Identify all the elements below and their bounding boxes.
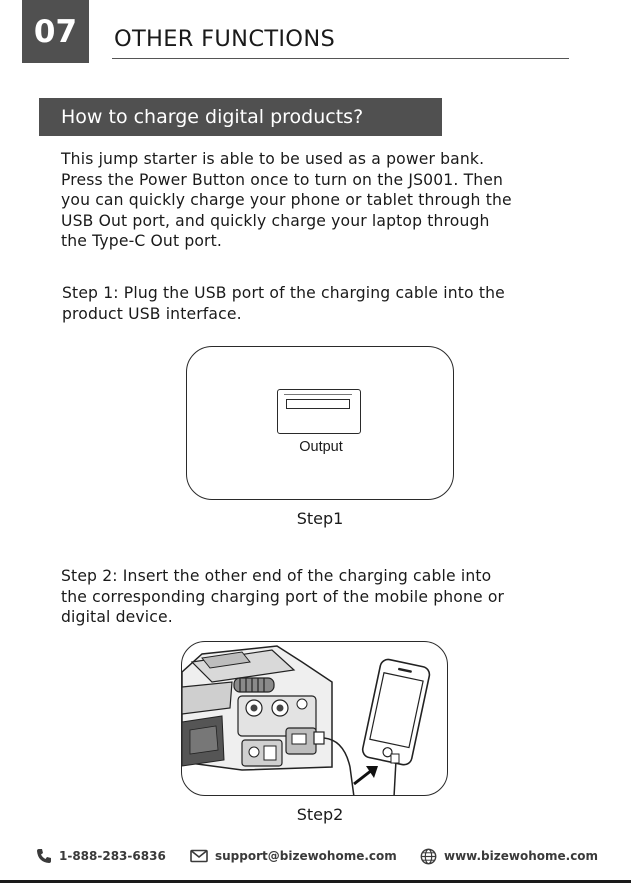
step2-line: the corresponding charging port of the mobile phone or — [61, 587, 505, 606]
title-underline — [112, 58, 569, 59]
footer-phone — [36, 845, 166, 867]
intro-line: you can quickly charge your phone or tablet through the — [61, 191, 512, 209]
page-number-badge: 07 — [22, 0, 89, 63]
section-title: OTHER FUNCTIONS — [114, 26, 336, 52]
usb-output-illustration — [186, 346, 454, 500]
step1-line: Step 1: Plug the USB port of the charging cable into the — [62, 284, 505, 302]
envelope-icon — [190, 849, 208, 863]
footer-phone-number: 1-888-283-6836 — [59, 849, 166, 863]
footer-website-url[interactable]: www.bizewohome.com — [444, 849, 599, 863]
section-banner — [39, 98, 442, 136]
phone-charging-illustration — [181, 641, 448, 796]
footer-email — [190, 845, 397, 867]
step1-line: product USB interface. — [62, 304, 242, 323]
contact-footer — [0, 845, 631, 867]
output-label: Output — [299, 439, 343, 455]
step2-caption: Step2 — [296, 805, 344, 824]
banner-title: How to charge digital products? — [61, 106, 364, 128]
intro-paragraph — [61, 149, 601, 252]
usb-port-contacts — [284, 394, 352, 398]
jump-starter-and-phone-drawing — [182, 642, 448, 796]
step2-instructions — [61, 566, 601, 628]
step2-line: digital device. — [61, 608, 173, 626]
step1-caption: Step1 — [296, 509, 344, 528]
usb-port-icon — [277, 389, 361, 434]
intro-line: Press the Power Button once to turn on the JS001. Then — [61, 170, 504, 189]
intro-line: the Type-C Out port. — [61, 232, 222, 250]
step1-instructions — [62, 283, 602, 324]
globe-icon — [420, 848, 437, 865]
usb-port-slot — [286, 399, 350, 409]
intro-line: USB Out port, and quickly charge your laptop through — [61, 211, 490, 230]
phone-icon — [36, 848, 52, 864]
step2-line: Step 2: Insert the other end of the charging cable into — [61, 567, 492, 585]
intro-line: This jump starter is able to be used as a power bank. — [61, 150, 485, 168]
footer-email-address[interactable]: support@bizewohome.com — [215, 849, 397, 863]
footer-website — [420, 845, 598, 867]
